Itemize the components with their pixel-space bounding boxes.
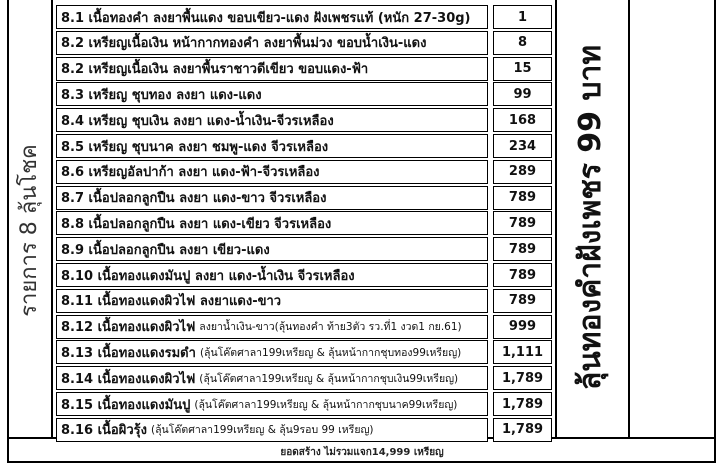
- item-label: 8.15 เนื้อทองแดงมันปู: [61, 397, 191, 413]
- table-row: [56, 289, 553, 315]
- table-row: [56, 160, 553, 186]
- item-label: 8.2 เหรียญเนื้อเงิน หน้ากากทองคำ ลงยาพื้นม่วง ขอบน้ำเงิน-แดง: [61, 36, 427, 52]
- item-description: [56, 57, 488, 81]
- item-description: [56, 366, 488, 390]
- prize-table: [7, 0, 716, 466]
- item-label: 8.12 เนื้อทองแดงผิวไฟ: [61, 320, 196, 336]
- item-description: [56, 392, 488, 416]
- item-description: [56, 186, 488, 210]
- item-quantity: 8: [493, 31, 552, 55]
- item-description: [56, 108, 488, 132]
- item-quantity: 1,789: [493, 418, 552, 442]
- item-label: 8.14 เนื้อทองแดงผิวไฟ: [61, 371, 196, 387]
- item-description: [56, 315, 488, 339]
- item-quantity: 15: [493, 57, 552, 81]
- item-description: [56, 5, 488, 29]
- table-row: [56, 263, 553, 289]
- item-label: 8.2 เหรียญเนื้อเงิน ลงยาพื้นราชาวดีเขียว ขอบแดง-ฟ้า: [61, 62, 369, 78]
- item-quantity: 789: [493, 263, 552, 287]
- frame-divider-right-2: [628, 0, 630, 437]
- item-description: [56, 263, 488, 287]
- item-quantity: 99: [493, 82, 552, 106]
- item-quantity: 1,789: [493, 366, 552, 390]
- item-note: (ลุ้นโค๊ตศาลา199เหรียญ & ลุ้นหน้ากากชุบนาค99เหรียญ): [194, 398, 458, 411]
- item-quantity: 789: [493, 237, 552, 261]
- item-quantity: 1: [493, 5, 552, 29]
- footer-note: ยอดสร้าง ไม่รวมแจก14,999 เหรียญ: [280, 446, 444, 458]
- item-description: [56, 418, 488, 442]
- table-row: [56, 31, 553, 57]
- item-quantity: 289: [493, 160, 552, 184]
- left-title-text: รายการ 8 ลุ้นโชค: [16, 143, 42, 317]
- table-row: [56, 211, 553, 237]
- item-description: [56, 211, 488, 235]
- item-description: [56, 134, 488, 158]
- item-description: [56, 82, 488, 106]
- item-quantity: 789: [493, 211, 552, 235]
- item-label: 8.9 เนื้อปลอกลูกปืน ลงยา เขียว-แดง: [61, 242, 270, 258]
- item-label: 8.8 เนื้อปลอกลูกปืน ลงยา แดง-เขียว จีวรเหลือง: [61, 216, 332, 232]
- table-row: [56, 134, 553, 160]
- item-label: 8.6 เหรียญอัลปาก้า ลงยา แดง-ฟ้า-จีวรเหลือง: [61, 165, 320, 181]
- item-label: 8.16 เนื้อผิวรุ้ง: [61, 423, 147, 439]
- item-note: (ลุ้นโค๊ตศาลา199เหรียญ & ลุ้นหน้ากากชุบเงิน99เหรียญ): [199, 372, 459, 385]
- item-label: 8.5 เหรียญ ชุบนาค ลงยา ชมพู-แดง จีวรเหลือง: [61, 139, 329, 155]
- item-quantity: 234: [493, 134, 552, 158]
- table-row: [56, 108, 553, 134]
- item-description: [56, 340, 488, 364]
- right-vertical-title: [555, 10, 627, 425]
- frame-right-border: [714, 0, 716, 462]
- table-row: [56, 186, 553, 212]
- table-row: [56, 82, 553, 108]
- item-quantity: 999: [493, 315, 552, 339]
- item-label: 8.3 เหรียญ ชุบทอง ลงยา แดง-แดง: [61, 87, 262, 103]
- item-label: 8.7 เนื้อปลอกลูกปืน ลงยา แดง-ขาว จีวรเหลือง: [61, 191, 327, 207]
- item-quantity: 789: [493, 289, 552, 313]
- item-note: ลงยาน้ำเงิน-ขาว(ลุ้นทองคำ ท้าย3ตัว รว.ที่1 งวด1 กย.61): [199, 321, 462, 334]
- item-description: [56, 237, 488, 261]
- item-description: [56, 160, 488, 184]
- table-row: [56, 5, 553, 31]
- item-quantity: 789: [493, 186, 552, 210]
- table-row: [56, 392, 553, 418]
- item-label: 8.10 เนื้อทองแดงมันปู ลงยา แดง-น้ำเงิน จีวรเหลือง: [61, 268, 355, 284]
- left-vertical-title: [7, 60, 49, 400]
- item-note: (ลุ้นโค๊ตศาลา199เหรียญ & ลุ้นหน้ากากชุบทอง99เหรียญ): [199, 346, 462, 359]
- frame-divider-left: [51, 0, 53, 437]
- table-row: [56, 418, 553, 444]
- table-row: [56, 340, 553, 366]
- item-label: 8.11 เนื้อทองแดงผิวไฟ ลงยาแดง-ขาว: [61, 294, 282, 310]
- item-label: 8.13 เนื้อทองแดงรมดำ: [61, 345, 196, 361]
- item-description: [56, 289, 488, 313]
- table-row: [56, 315, 553, 341]
- item-description: [56, 31, 488, 55]
- frame-bottom-border: [7, 461, 716, 463]
- table-row: [56, 237, 553, 263]
- item-note: (ลุ้นโค๊ตศาลา199เหรียญ & ลุ้น9รอบ 99 เหรียญ): [151, 424, 374, 437]
- table-row: [56, 57, 553, 83]
- item-quantity: 1,111: [493, 340, 552, 364]
- item-quantity: 1,789: [493, 392, 552, 416]
- right-title-text: ลุ้นทองคำฝังเพชร 99 บาท: [573, 44, 609, 391]
- item-quantity: 168: [493, 108, 552, 132]
- item-label: 8.4 เหรียญ ชุบเงิน ลงยา แดง-น้ำเงิน-จีวรเหลือง: [61, 113, 334, 129]
- table-row: [56, 366, 553, 392]
- item-label: 8.1 เนื้อทองคำ ลงยาพื้นแดง ขอบเขียว-แดง ฝังเพชรแท้ (หนัก 27-30g): [61, 10, 471, 26]
